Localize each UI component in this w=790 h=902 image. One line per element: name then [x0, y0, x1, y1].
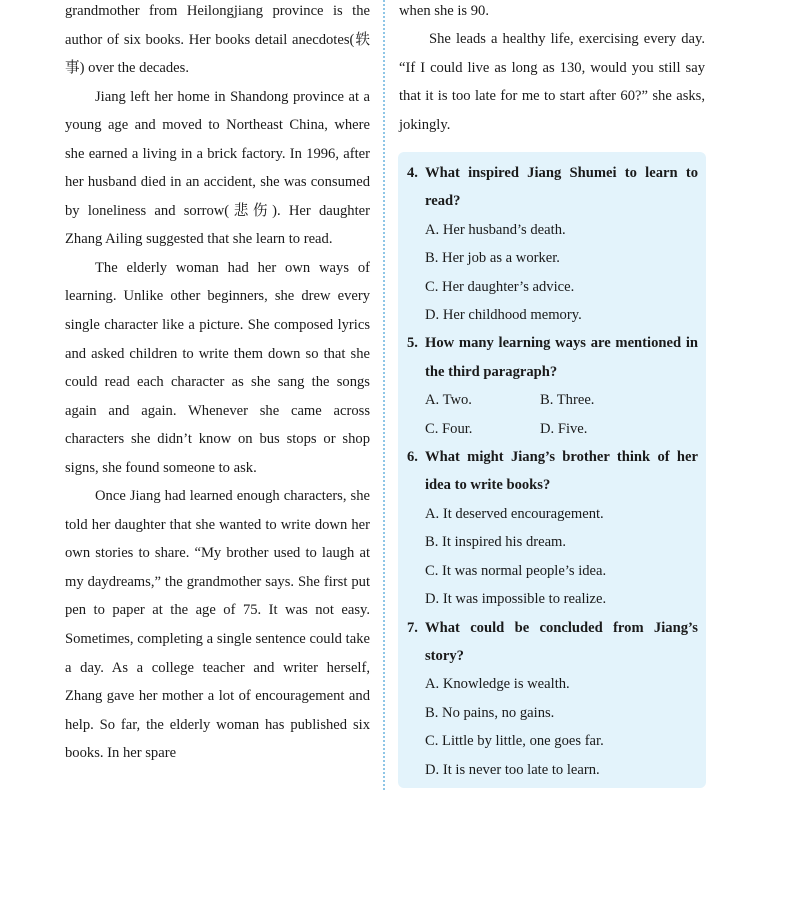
paragraph-3: The elderly woman had her own ways of learning. Unlike other beginners, she drew every single character like a picture. She composed lyrics and asked children to write them down so that she could read each character as she sang the songs again and again. Whenever she came across characters she didn’t know on bus stops or shop signs, she found someone to ask.	[65, 259, 370, 476]
option-c: C. Her daughter’s advice.	[425, 278, 575, 295]
question-stem: What inspired Jiang Shumei to learn to read?	[425, 165, 698, 210]
questions-box	[398, 152, 706, 788]
option-b: B. No pains, no gains.	[425, 704, 555, 721]
question-number: 6.	[407, 449, 418, 466]
paragraph-5: She leads a healthy life, exercising every day. “If I could live as long as 130, would you still say that it is too late for me to start after 60?” she asks, jokingly.	[399, 31, 705, 133]
option-a: A. Two.	[425, 392, 472, 409]
option-c: C. It was normal people’s idea.	[425, 562, 607, 579]
paragraph-1: grandmother from Heilongjiang province is the author of six books. Her books detail anecdotes(轶事) over the decades.	[65, 3, 370, 77]
paragraph-4-continued: when she is 90.	[399, 3, 489, 19]
question-stem: What might Jiang’s brother think of her idea to write books?	[425, 449, 698, 494]
left-column	[65, 0, 370, 768]
question-5	[407, 329, 698, 443]
right-column-text	[399, 0, 705, 139]
option-c: C. Four.	[425, 420, 473, 437]
option-b: B. Three.	[540, 392, 595, 409]
option-a: A. It deserved encouragement.	[425, 505, 604, 522]
option-d: D. It is never too late to learn.	[425, 761, 600, 778]
option-d: D. Her childhood memory.	[425, 307, 582, 324]
option-d: D. It was impossible to realize.	[425, 591, 607, 608]
question-stem: What could be concluded from Jiang’s story?	[425, 619, 698, 664]
option-a: A. Knowledge is wealth.	[425, 676, 570, 693]
question-4	[407, 159, 698, 329]
question-number: 4.	[407, 165, 418, 181]
option-c: C. Little by little, one goes far.	[425, 733, 604, 750]
paragraph-4: Once Jiang had learned enough characters, she told her daughter that she wanted to write down her own stories to share. “My brother used to laugh at my daydreams,” the grandmother says. She first put pen to paper at the age of 75. It was not easy. Sometimes, completing a single sentence could take a day. As a college teacher and writer herself, Zhang gave her mother a lot of encouragement and help. So far, the elderly woman has published six books. In her spare	[65, 488, 370, 762]
column-divider	[383, 0, 385, 790]
question-number: 7.	[407, 619, 418, 636]
question-6	[407, 443, 698, 613]
option-b: B. Her job as a worker.	[425, 250, 560, 267]
question-7	[407, 614, 698, 784]
question-stem: How many learning ways are mentioned in the third paragraph?	[425, 335, 698, 380]
paragraph-2: Jiang left her home in Shandong province at a young age and moved to Northeast China, where she earned a living in a brick factory. In 1996, after her husband died in an accident, she was consumed by loneliness and sorrow(悲伤). Her daughter Zhang Ailing suggested that she learn to read.	[65, 88, 370, 248]
option-d: D. Five.	[540, 420, 588, 437]
option-b: B. It inspired his dream.	[425, 534, 567, 551]
question-number: 5.	[407, 335, 418, 352]
option-a: A. Her husband’s death.	[425, 221, 566, 238]
